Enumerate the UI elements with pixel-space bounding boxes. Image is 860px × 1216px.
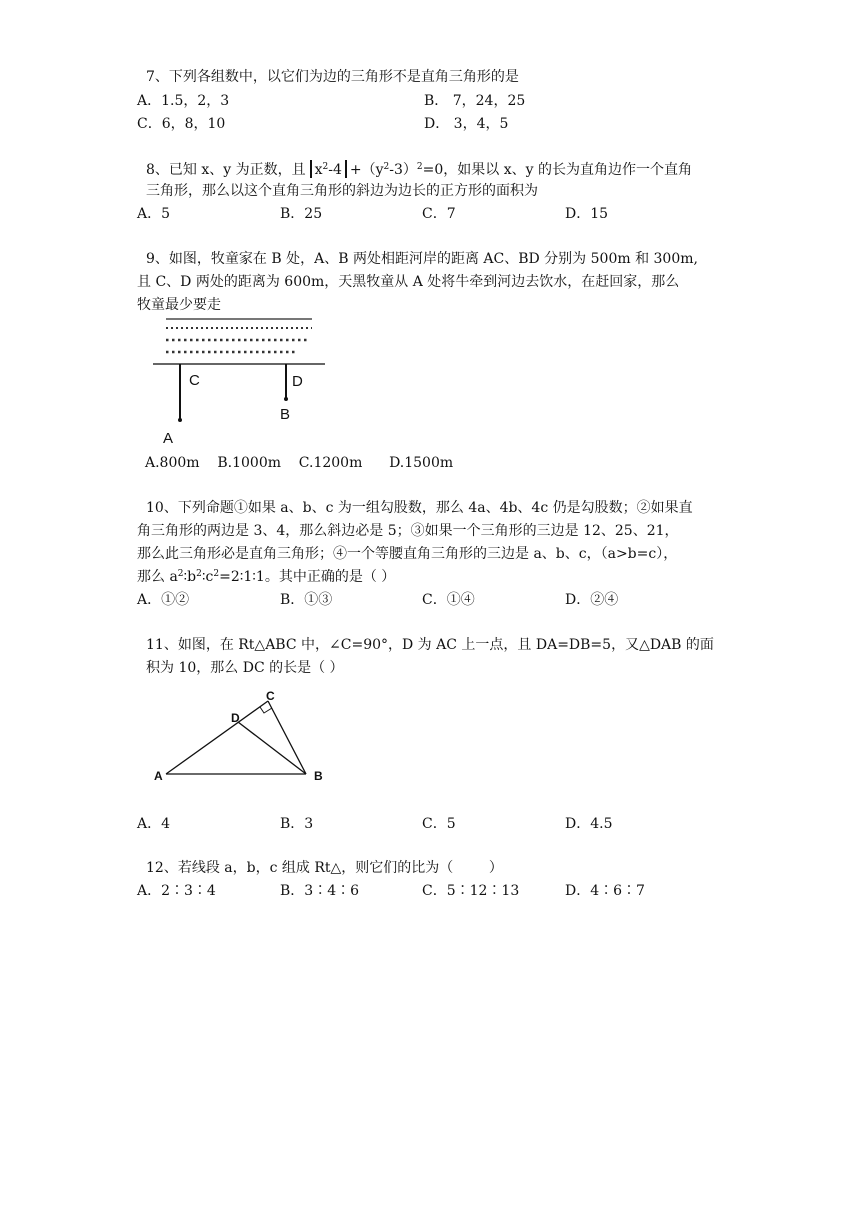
- q8-text-d: =0，如果以 x、y 的长为直角边作一个直角: [422, 162, 692, 178]
- label-C: C: [266, 689, 275, 703]
- q12-stem: 12、若线段 a，b，c 组成 Rt△，则它们的比为（ ）: [146, 860, 503, 876]
- label-C: C: [189, 372, 200, 389]
- segment-AC: [166, 701, 268, 774]
- q7-option-d: D． 3，4，5: [424, 116, 509, 132]
- q10-l4-b: ∶b: [183, 569, 197, 585]
- q7-stem: 7、下列各组数中，以它们为边的三角形不是直角三角形的是: [146, 69, 519, 85]
- q11-option-c: C．5: [422, 816, 456, 832]
- abs-right-bar: [345, 160, 347, 178]
- q8-option-b: B．25: [280, 206, 323, 222]
- q8-option-d: D．15: [565, 206, 609, 222]
- label-B: B: [280, 406, 291, 423]
- q10-sup-1: 2: [177, 569, 184, 579]
- q8-sup-2: 2: [383, 162, 390, 172]
- q8-abs-tail: -4: [328, 162, 342, 178]
- q11-option-b: B．3: [280, 816, 314, 832]
- label-D: D: [231, 711, 240, 725]
- q8-abs-x: x: [314, 162, 323, 178]
- label-B: B: [314, 769, 323, 783]
- q11-triangle-figure: [145, 680, 335, 790]
- q10-l4-c: ∶c: [201, 569, 214, 585]
- q11-line-2: 积为 10，那么 DC 的长是（ ）: [146, 660, 344, 676]
- q12-option-d: D．4∶6∶7: [565, 883, 645, 899]
- q12-option-b: B．3∶4∶6: [280, 883, 360, 899]
- q9-line-1: 9、如图，牧童家在 B 处，A、B 两处相距河岸的距离 AC、BD 分别为 500m 和 300m,: [146, 251, 698, 267]
- label-D: D: [292, 373, 303, 390]
- q7-option-a: A．1.5，2，3: [137, 93, 230, 109]
- q8-line-1: [146, 160, 692, 179]
- q9-line-3: 牧童最少要走: [137, 297, 221, 313]
- q8-text-a: 8、已知 x、y 为正数，且: [146, 162, 306, 178]
- q10-sup-3: 2: [213, 569, 220, 579]
- q10-option-d: D．②④: [565, 592, 619, 608]
- q8-text-c: -3）: [389, 162, 417, 178]
- label-A: A: [163, 430, 174, 447]
- q9-options: A.800m B.1000m C.1200m D.1500m: [145, 455, 454, 471]
- q8-sup-3: 2: [416, 162, 423, 172]
- q8-option-a: A．5: [137, 206, 171, 222]
- q12-option-c: C．5∶12∶13: [422, 883, 520, 899]
- q10-line-1: 10、下列命题①如果 a、b、c 为一组勾股数，那么 4a、4b、4c 仍是勾股数；②如果直: [146, 500, 693, 516]
- q10-line-4: [137, 568, 395, 586]
- q12-option-a: A．2∶3∶4: [137, 883, 216, 899]
- q9-river-figure: [145, 312, 335, 452]
- q10-l4-d: =2∶1∶1。其中正确的是（ ）: [219, 569, 396, 585]
- q8-text-b: +（y: [349, 162, 384, 178]
- q10-line-3: 那么此三角形必是直角三角形；④一个等腰直角三角形的三边是 a、b、c，（a>b=c），: [137, 546, 678, 562]
- q10-option-b: B．①③: [280, 592, 333, 608]
- point-A: [178, 418, 182, 422]
- q10-sup-2: 2: [196, 569, 202, 579]
- q10-l4-a: 那么 a: [137, 569, 178, 585]
- q7-option-b: B． 7，24，25: [424, 93, 526, 109]
- q10-option-a: A．①②: [137, 592, 190, 608]
- q11-option-a: A．4: [137, 816, 171, 832]
- q11-line-1: 11、如图，在 Rt△ABC 中，∠C=90°，D 为 AC 上一点，且 DA=DB=5，又△DAB 的面: [146, 637, 714, 653]
- abs-left-bar: [310, 160, 312, 178]
- q7-option-c: C．6，8，10: [137, 116, 226, 132]
- q11-option-d: D．4.5: [565, 816, 613, 832]
- q10-line-2: 角三角形的两边是 3、4，那么斜边必是 5；③如果一个三角形的三边是 12、25、21，: [137, 523, 679, 539]
- q9-line-2: 且 C、D 两处的距离为 600m，天黑牧童从 A 处将牛牵到河边去饮水，在赶回家，那么: [137, 274, 680, 290]
- q8-abs-sup: 2: [322, 162, 329, 172]
- right-angle-mark: [260, 707, 272, 713]
- point-B: [284, 397, 288, 401]
- q10-option-c: C．①④: [422, 592, 475, 608]
- segment-CB: [268, 701, 306, 774]
- segment-DB: [238, 722, 306, 774]
- q8-option-c: C．7: [422, 206, 456, 222]
- label-A: A: [154, 769, 163, 783]
- q8-line-2: 三角形，那么以这个直角三角形的斜边为边长的正方形的面积为: [146, 183, 538, 199]
